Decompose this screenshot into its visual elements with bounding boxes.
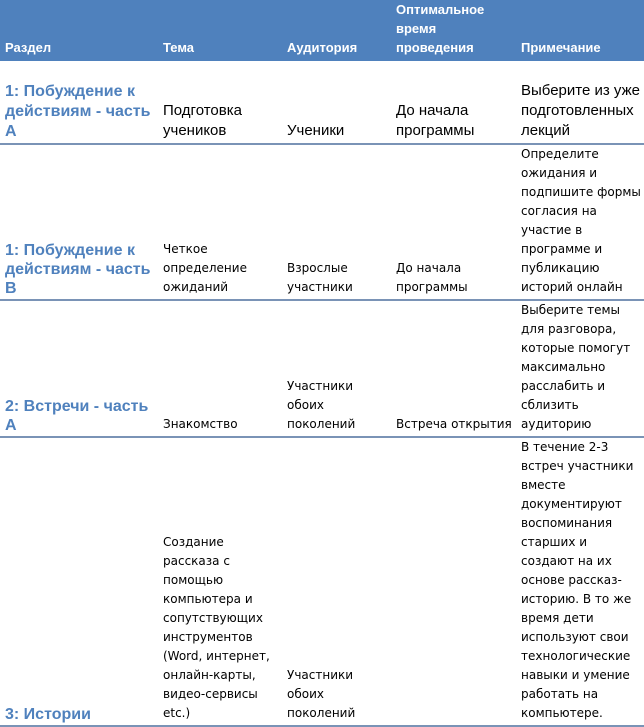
section-cell: 1: Побуждение к действиям - часть B: [0, 144, 158, 300]
audience-cell: Участники обоих поколений: [282, 300, 391, 437]
note-cell: Выберите темы для разговора, которые помогут максимально расслабить и сблизить аудиторию: [516, 300, 644, 437]
audience-cell: Взрослые участники: [282, 144, 391, 300]
section-cell: 2: Встречи - часть А: [0, 300, 158, 437]
timing-cell: До начала программы: [391, 144, 516, 300]
timing-cell: [391, 437, 516, 726]
topic-cell: Создание рассказа с помощью компьютера и сопутствующих инструментов (Word, интернет, онлайн-карты, видео-сервисы etc.): [158, 437, 282, 726]
table-row: [0, 300, 644, 437]
topic-cell: Знакомство: [158, 300, 282, 437]
header-timing: Оптимальное время проведения: [391, 0, 516, 61]
audience-cell: Участники обоих поколений: [282, 437, 391, 726]
header-topic: Тема: [158, 0, 282, 61]
note-cell: Выберите из уже подготовленных лекций: [516, 61, 644, 144]
table-row: [0, 437, 644, 726]
header-section: Раздел: [0, 0, 158, 61]
section-cell: 1: Побуждение к действиям - часть А: [0, 61, 158, 144]
table-row: [0, 144, 644, 300]
note-cell: Определите ожидания и подпишите формы согласия на участие в программе и публикацию историй онлайн: [516, 144, 644, 300]
note-cell: В течение 2-3 встреч участники вместе документируют воспоминания старших и создают на их основе рассказ-историю. В то же время дети используют свои технологические навыки и умение работать на компьютере.: [516, 437, 644, 726]
audience-cell: Ученики: [282, 61, 391, 144]
header-note: Примечание: [516, 0, 644, 61]
table-row: [0, 61, 644, 144]
timing-cell: До начала программы: [391, 61, 516, 144]
header-audience: Аудитория: [282, 0, 391, 61]
topic-cell: Подготовка учеников: [158, 61, 282, 144]
table-header-row: [0, 0, 644, 61]
section-cell: 3: Истории: [0, 437, 158, 726]
topic-cell: Четкое определение ожиданий: [158, 144, 282, 300]
timing-cell: Встреча открытия: [391, 300, 516, 437]
